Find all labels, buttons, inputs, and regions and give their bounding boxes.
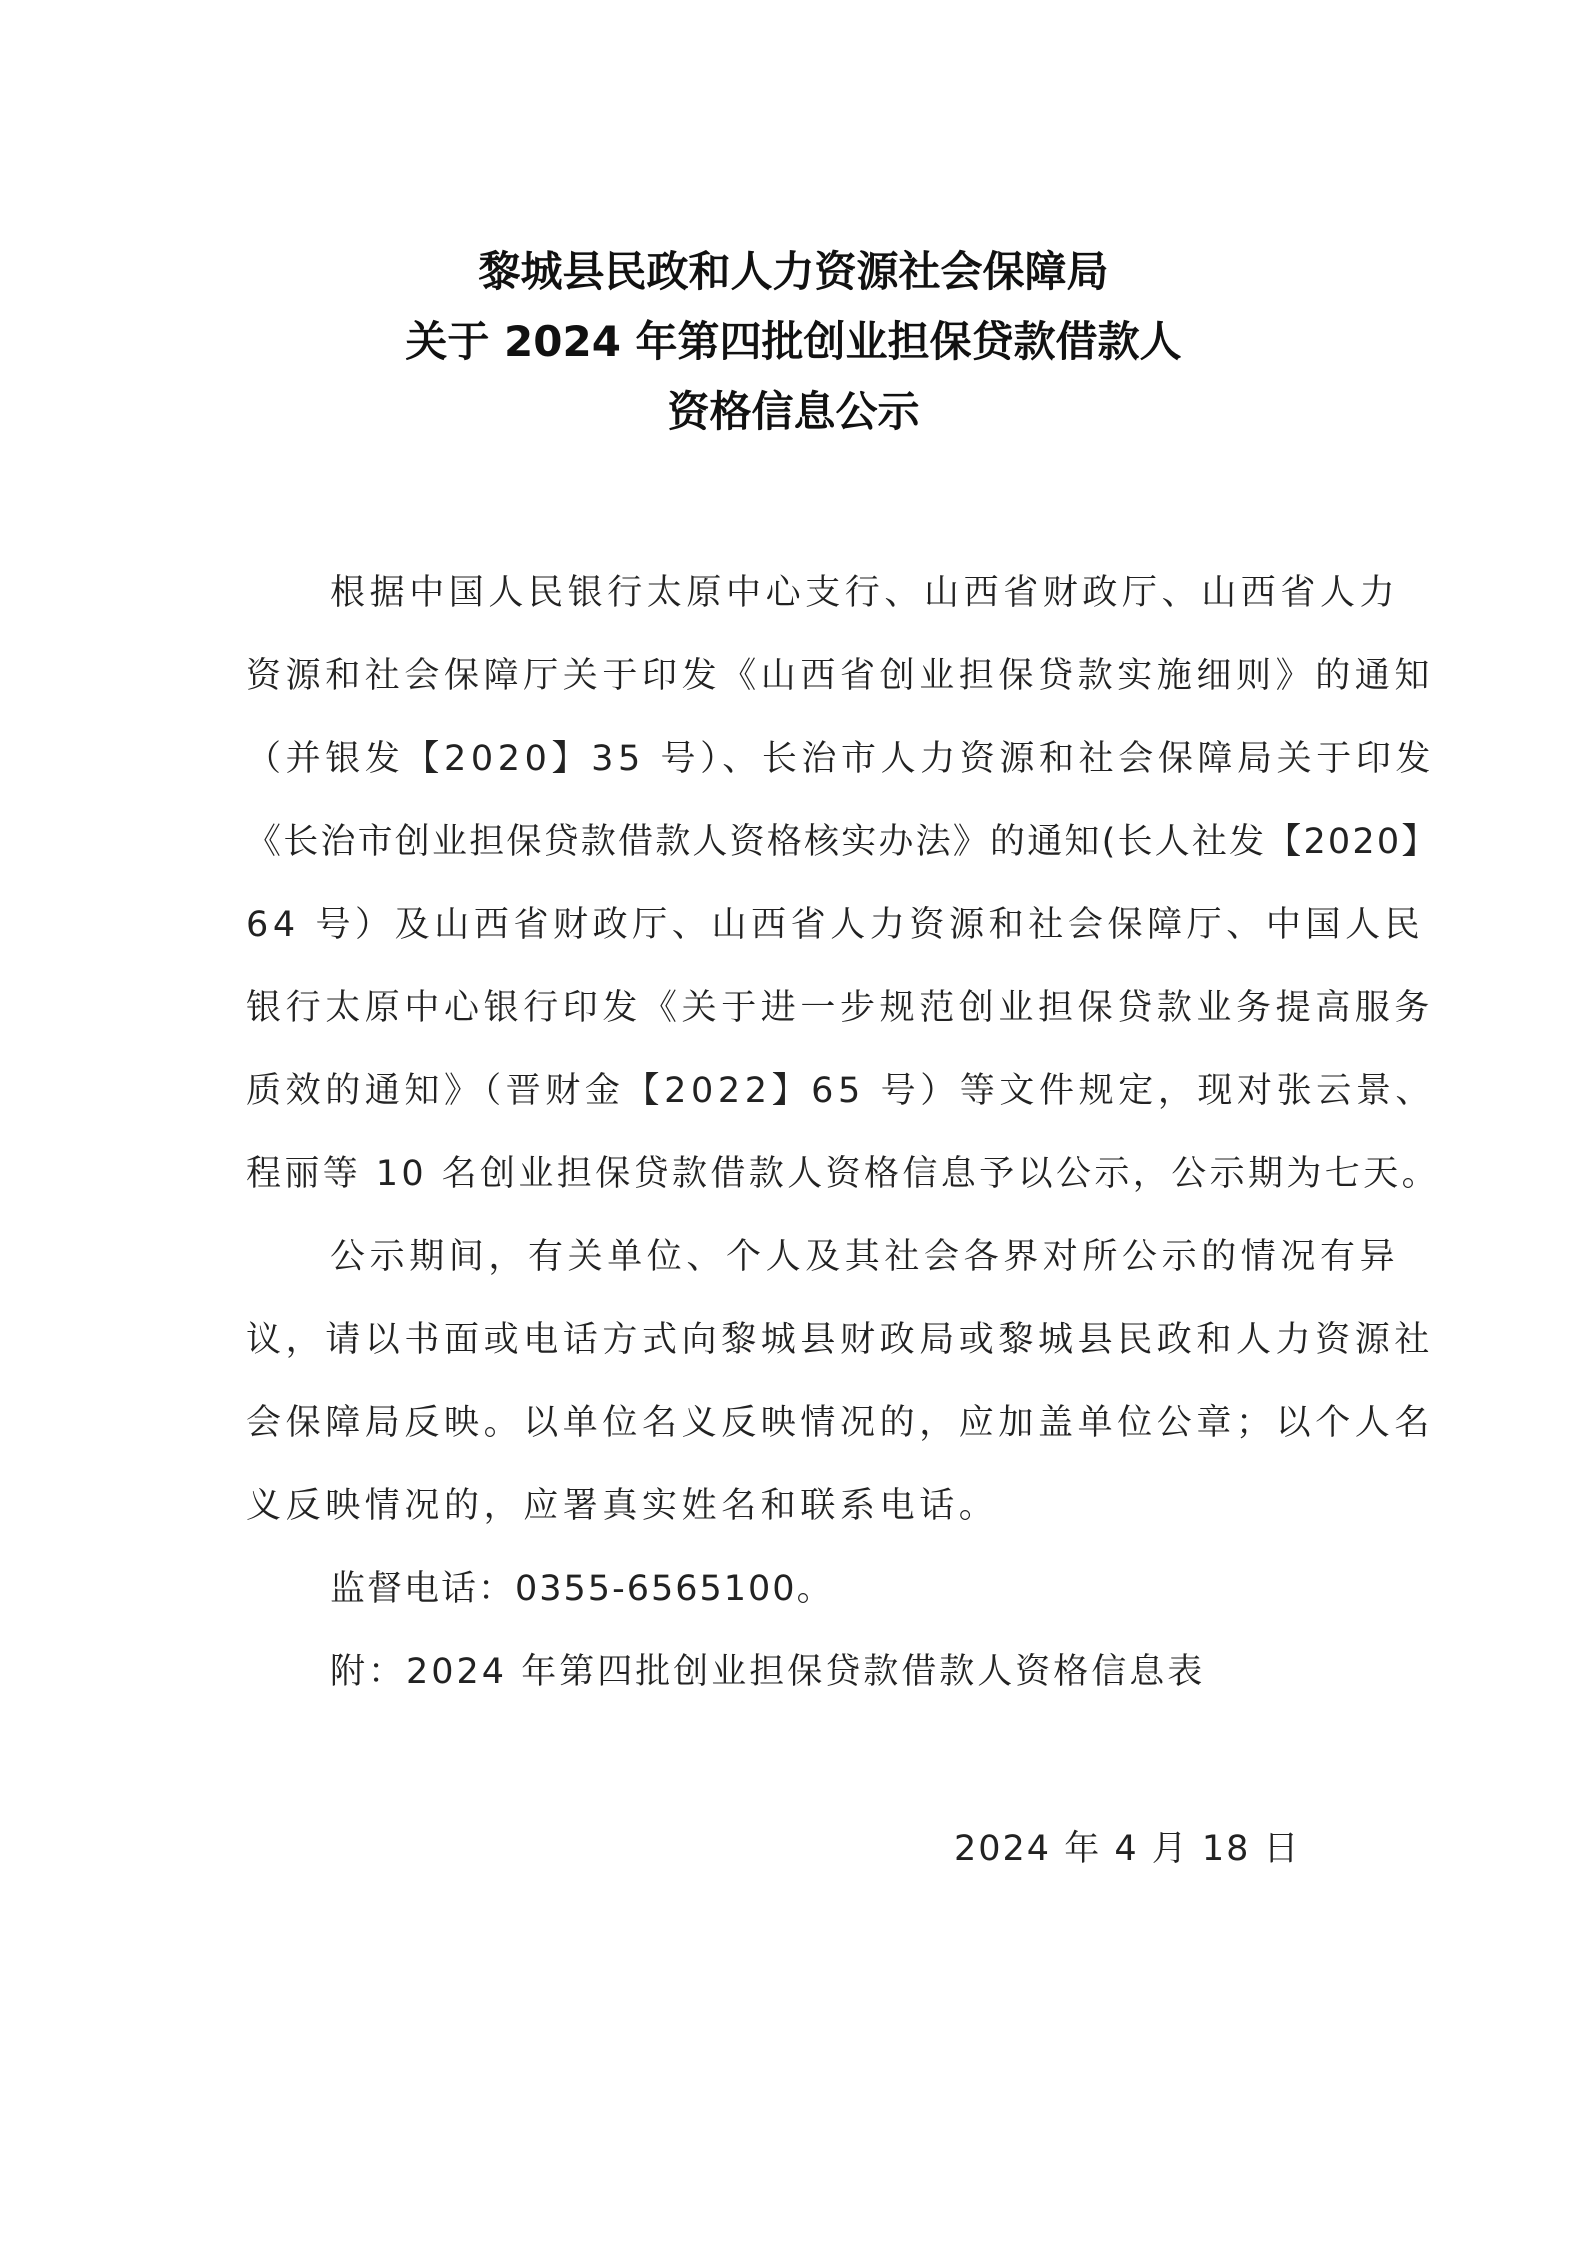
paragraph-line: 义反映情况的，应署真实姓名和联系电话。 [246, 1486, 999, 1526]
attachment-note: 附：2024 年第四批创业担保贷款借款人资格信息表 [330, 1652, 1206, 1692]
paragraph-line: 64 号）及山西省财政厅、山西省人力资源和社会保障厅、中国人民 [246, 905, 1425, 945]
document-title-line-1: 黎城县民政和人力资源社会保障局 [478, 247, 1109, 296]
document-title-line-2: 关于 2024 年第四批创业担保贷款借款人 [405, 317, 1182, 366]
paragraph-line: 《长治市创业担保贷款借款人资格核实办法》的通知(长人社发【2020】 [246, 822, 1439, 862]
paragraph-line: 根据中国人民银行太原中心支行、山西省财政厅、山西省人力 [330, 573, 1400, 613]
paragraph-line: 公示期间，有关单位、个人及其社会各界对所公示的情况有异 [330, 1237, 1400, 1277]
document-date: 2024 年 4 月 18 日 [954, 1829, 1301, 1869]
paragraph-line: 资源和社会保障厅关于印发《山西省创业担保贷款实施细则》的通知 [246, 656, 1435, 696]
paragraph-line: 议，请以书面或电话方式向黎城县财政局或黎城县民政和人力资源社 [246, 1320, 1435, 1360]
paragraph-line: 银行太原中心银行印发《关于进一步规范创业担保贷款业务提高服务 [246, 988, 1435, 1028]
paragraph-line: 程丽等 10 名创业担保贷款借款人资格信息予以公示，公示期为七天。 [246, 1154, 1440, 1194]
paragraph-line: 质效的通知》（晋财金【2022】65 号）等文件规定，现对张云景、 [246, 1071, 1436, 1111]
supervision-phone: 监督电话：0355-6565100。 [330, 1569, 834, 1609]
document-title-line-3: 资格信息公示 [667, 387, 920, 436]
paragraph-line: （并银发【2020】35 号）、长治市人力资源和社会保障局关于印发 [246, 739, 1436, 779]
paragraph-line: 会保障局反映。以单位名义反映情况的，应加盖单位公章；以个人名 [246, 1403, 1435, 1443]
